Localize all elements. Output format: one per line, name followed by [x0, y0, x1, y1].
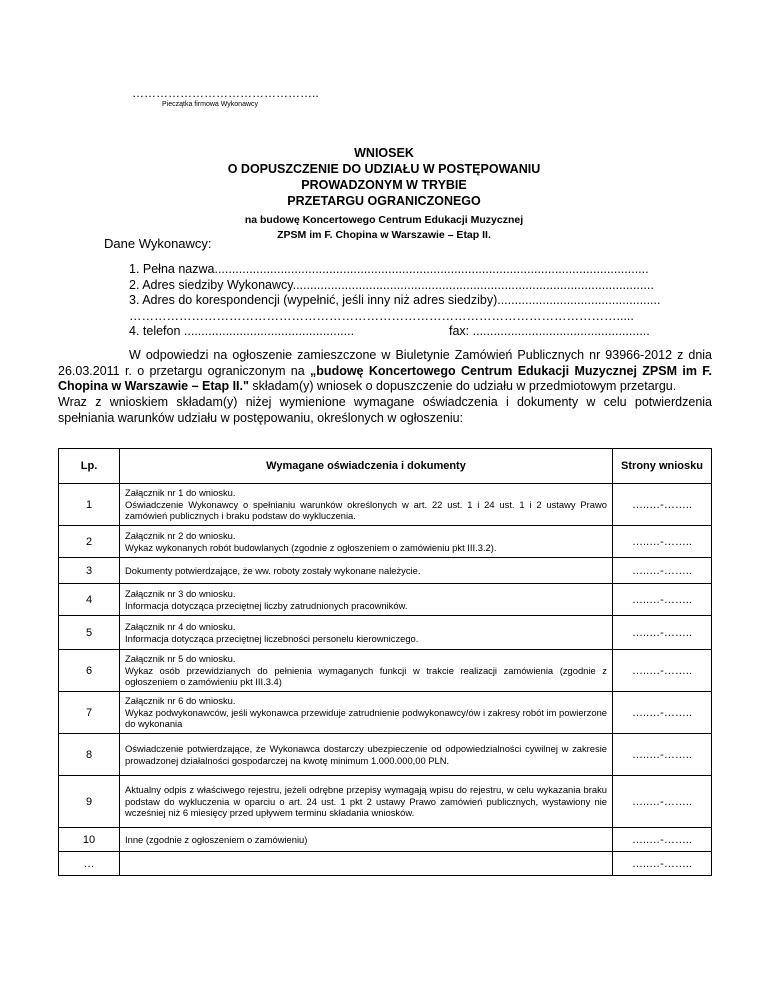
row-number: 4: [59, 584, 120, 616]
row-pages-field[interactable]: …..…-……..: [613, 650, 712, 692]
row-description: [120, 558, 613, 584]
row-number: 3: [59, 558, 120, 584]
paragraph-1: [58, 348, 712, 395]
row-description-line: Oświadczenie potwierdzające, że Wykonawca dostarczy ubezpieczenie od odpowiedzialności cywilnej w zakresie prowadzonej działalności gospodarczej na kwotę minimum 1.000.000,00 PLN.: [125, 743, 607, 766]
row-description-line: Informacja dotycząca przeciętnej liczby zatrudnionych pracowników.: [125, 599, 408, 611]
row-pages-field[interactable]: …..…-……..: [613, 558, 712, 584]
row-pages-field[interactable]: …..…-……..: [613, 584, 712, 616]
row-pages-field[interactable]: …..…-……..: [613, 692, 712, 734]
title-line-1: WNIOSEK: [354, 146, 414, 160]
row-number: …: [59, 852, 120, 876]
row-number: 9: [59, 776, 120, 828]
row-pages-field[interactable]: …..…-……..: [613, 852, 712, 876]
paragraph-1-bold: „budowę Koncertowego Centrum Edukacji Muzycznej ZPSM im F. Chopina w Warszawie – Etap II.": [58, 363, 712, 394]
row-description-line: Załącznik nr 2 do wniosku.: [125, 530, 236, 541]
contractor-fields: [129, 262, 689, 340]
table-row: [59, 558, 712, 584]
field-fax[interactable]: fax: ...................................................: [449, 324, 650, 339]
title-subtitle-1: na budowę Koncertowego Centrum Edukacji Muzycznej: [244, 214, 524, 226]
title-subtitle-2: ZPSM im F. Chopina w Warszawie – Etap II.: [277, 229, 491, 241]
row-description: [120, 584, 613, 616]
row-description-line: Załącznik nr 4 do wniosku.: [125, 621, 236, 632]
table-row: [59, 616, 712, 650]
row-description: [120, 852, 613, 876]
documents-table: [58, 448, 712, 876]
row-number: 5: [59, 616, 120, 650]
table-row: [59, 852, 712, 876]
row-description-line: Załącznik nr 6 do wniosku.: [125, 695, 236, 707]
row-pages-field[interactable]: …..…-……..: [613, 526, 712, 558]
field-extra-line[interactable]: ……………………………………………………………………………………………………….....: [129, 308, 634, 323]
document-title: [0, 145, 768, 243]
row-description: [120, 692, 613, 734]
field-full-name[interactable]: 1. Pełna nazwa.............................................................................................................................: [129, 262, 649, 276]
title-line-3: PROWADZONYM W TRYBIE: [301, 178, 467, 192]
row-description: [120, 776, 613, 828]
row-description-line: Aktualny odpis z właściwego rejestru, jeżeli odrębne przepisy wymagają wpisu do rejestru, w celu wykazania braku podstaw do wykluczenia w oparciu o art. 24 ust. 1 pkt 2 ustawy Prawo zamówień publicznych, wystawiony nie wcześniej niż 6 miesięcy przed upływem terminu składania wniosków.: [125, 784, 607, 819]
phone-fax-row: [129, 324, 689, 340]
row-pages-field[interactable]: …..…-……..: [613, 734, 712, 776]
row-number: 2: [59, 526, 120, 558]
field-phone[interactable]: 4. telefon .................................................: [129, 324, 355, 339]
row-number: 8: [59, 734, 120, 776]
field-correspondence[interactable]: 3. Adres do korespondencji (wypełnić, jeśli inny niż adres siedziby)...............................................: [129, 293, 661, 308]
row-description-line: Informacja dotycząca przeciętnej liczebności personelu kierowniczego.: [125, 632, 419, 644]
table-row: [59, 484, 712, 526]
row-pages-field[interactable]: …..…-……..: [613, 484, 712, 526]
row-number: 7: [59, 692, 120, 734]
header-documents: Wymagane oświadczenia i dokumenty: [120, 449, 613, 484]
row-number: 1: [59, 484, 120, 526]
table-row: [59, 692, 712, 734]
row-description-line: Załącznik nr 5 do wniosku.: [125, 653, 236, 665]
row-number: 6: [59, 650, 120, 692]
row-description: [120, 484, 613, 526]
stamp-label: Pieczątka firmowa Wykonawcy: [162, 101, 259, 108]
contractor-data-label: Dane Wykonawcy:: [104, 236, 212, 251]
table-row: [59, 828, 712, 852]
row-pages-field[interactable]: …..…-……..: [613, 776, 712, 828]
table-row: [59, 584, 712, 616]
table-header-row: [59, 449, 712, 484]
title-line-4: PRZETARGU OGRANICZONEGO: [287, 194, 481, 208]
row-description-line: Dokumenty potwierdzające, że ww. roboty zostały wykonane należycie.: [125, 564, 421, 576]
row-description-line: Wykaz osób przewidzianych do pełnienia wymaganych funkcji w trakcie realizacji zamówienia (zgodnie z ogłoszeniem o zamówieniu pkt III.3.4): [125, 664, 607, 688]
row-pages-field[interactable]: …..…-……..: [613, 828, 712, 852]
row-description-line: Wykaz wykonanych robót budowlanych (zgodnie z ogłoszeniem o zamówieniu pkt III.3.2).: [125, 541, 497, 553]
paragraph-1-end: składam(y) wniosek o dopuszczenie do udziału w przedmiotowym przetargu.: [248, 379, 677, 394]
row-description: [120, 828, 613, 852]
row-description: [120, 650, 613, 692]
stamp-dots: ………………………………………..: [132, 86, 319, 100]
title-line-2: O DOPUSZCZENIE DO UDZIAŁU W POSTĘPOWANIU: [227, 162, 541, 176]
row-description: [120, 734, 613, 776]
header-pages: Strony wniosku: [613, 449, 712, 484]
row-description: [120, 616, 613, 650]
row-description: [120, 526, 613, 558]
row-description-line: Wykaz podwykonawców, jeśli wykonawca przewiduje zatrudnienie podwykonawcy/ów i zakresy robót im powierzone do wykonania: [125, 706, 607, 730]
paragraph-2: Wraz z wnioskiem składam(y) niżej wymienione wymagane oświadczenia i dokumenty w celu potwierdzenia spełniania warunków udziału w postępowaniu, określonych w ogłoszeniu:: [58, 395, 712, 425]
row-pages-field[interactable]: …..…-……..: [613, 616, 712, 650]
table-row: [59, 526, 712, 558]
company-stamp-area: [132, 86, 319, 108]
header-lp: Lp.: [59, 449, 120, 484]
paragraph-1-start: W odpowiedzi na ogłoszenie zamieszczone w Biuletynie Zamówień Publicznych nr 93966-2012 z dnia 26.03.2011 r. o przetargu ograniczonym na: [58, 348, 712, 378]
row-description-line: Załącznik nr 1 do wniosku.: [125, 487, 236, 499]
row-description-line: Inne (zgodnie z ogłoszeniem o zamówieniu): [125, 833, 308, 845]
field-address[interactable]: 2. Adres siedziby Wykonawcy........................................................................................................: [129, 277, 654, 292]
table-row: [59, 776, 712, 828]
body-text: [58, 348, 712, 427]
row-description-line: Oświadczenie Wykonawcy o spełnianiu warunków określonych w art. 22 ust. 1 i 24 ust. 1 i 2 ustawy Prawo zamówień publicznych i braku podstaw do wykluczenia.: [125, 498, 607, 522]
table-row: [59, 734, 712, 776]
table-row: [59, 650, 712, 692]
row-description-line: Załącznik nr 3 do wniosku.: [125, 588, 236, 599]
row-number: 10: [59, 828, 120, 852]
